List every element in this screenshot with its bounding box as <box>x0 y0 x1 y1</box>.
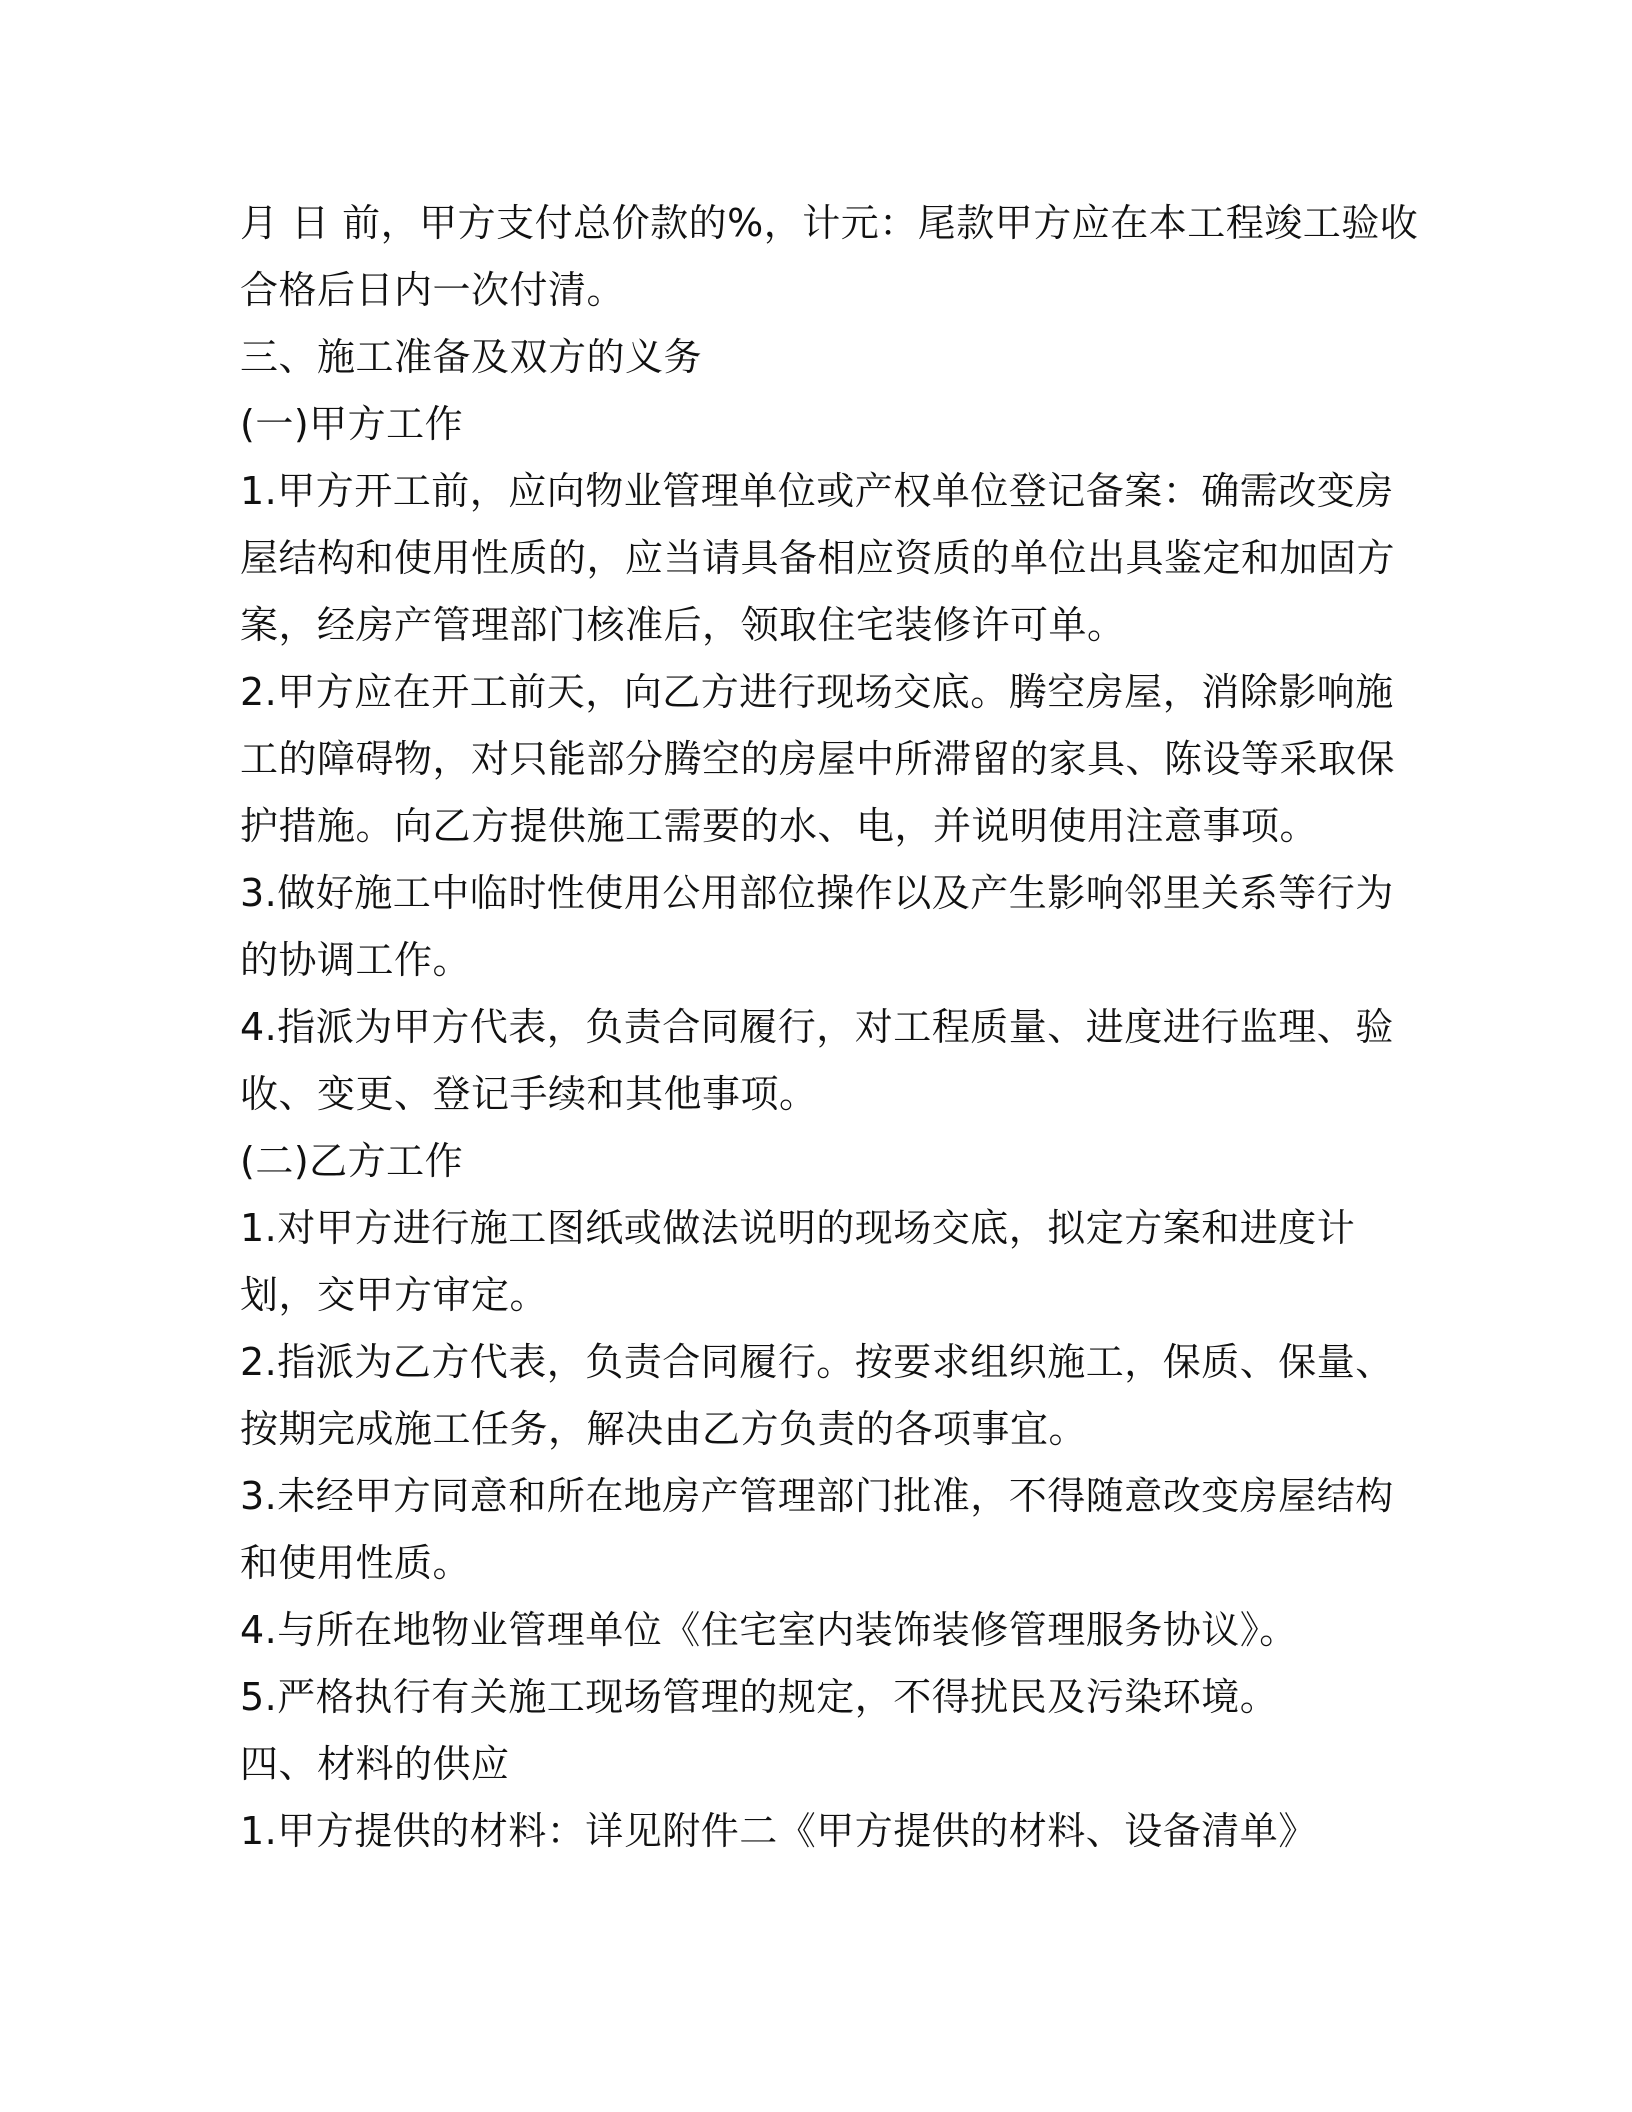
text-line: 1.对甲方进行施工图纸或做法说明的现场交底，拟定方案和进度计 <box>240 1206 1356 1250</box>
text-line: 收、变更、登记手续和其他事项。 <box>240 1072 818 1116</box>
text-line: 2.指派为乙方代表，负责合同履行。按要求组织施工，保质、保量、 <box>240 1340 1394 1384</box>
text-line: 案，经房产管理部门核准后，领取住宅装修许可单。 <box>240 603 1126 647</box>
text-line: 合格后日内一次付清。 <box>240 268 626 312</box>
text-line: 工的障碍物，对只能部分腾空的房屋中所滞留的家具、陈设等采取保 <box>240 737 1396 781</box>
text-line: 按期完成施工任务，解决由乙方负责的各项事宜。 <box>240 1407 1088 1451</box>
text-line: 月 日 前，甲方支付总价款的%，计元：尾款甲方应在本工程竣工验收 <box>240 201 1419 245</box>
document-body <box>240 190 1419 1865</box>
text-line: 3.未经甲方同意和所在地房产管理部门批准，不得随意改变房屋结构 <box>240 1474 1394 1518</box>
text-line: 4.与所在地物业管理单位《住宅室内装饰装修管理服务协议》。 <box>240 1608 1298 1652</box>
text-line: 4.指派为甲方代表，负责合同履行，对工程质量、进度进行监理、验 <box>240 1005 1394 1049</box>
section-heading: 四、材料的供应 <box>240 1742 510 1786</box>
subsection-heading: (一)甲方工作 <box>240 402 464 446</box>
text-line: 护措施。向乙方提供施工需要的水、电，并说明使用注意事项。 <box>240 804 1319 848</box>
subsection-heading: (二)乙方工作 <box>240 1139 464 1183</box>
text-line: 划，交甲方审定。 <box>240 1273 549 1317</box>
text-line: 1.甲方提供的材料：详见附件二《甲方提供的材料、设备清单》 <box>240 1809 1317 1853</box>
section-heading: 三、施工准备及双方的义务 <box>240 335 703 379</box>
text-line: 5.严格执行有关施工现场管理的规定，不得扰民及污染环境。 <box>240 1675 1279 1719</box>
text-line: 屋结构和使用性质的，应当请具备相应资质的单位出具鉴定和加固方 <box>240 536 1396 580</box>
text-line: 3.做好施工中临时性使用公用部位操作以及产生影响邻里关系等行为 <box>240 871 1394 915</box>
text-line: 的协调工作。 <box>240 938 472 982</box>
text-line: 和使用性质。 <box>240 1541 472 1585</box>
text-line: 1.甲方开工前，应向物业管理单位或产权单位登记备案：确需改变房 <box>240 469 1394 513</box>
text-line: 2.甲方应在开工前天，向乙方进行现场交底。腾空房屋，消除影响施 <box>240 670 1394 714</box>
